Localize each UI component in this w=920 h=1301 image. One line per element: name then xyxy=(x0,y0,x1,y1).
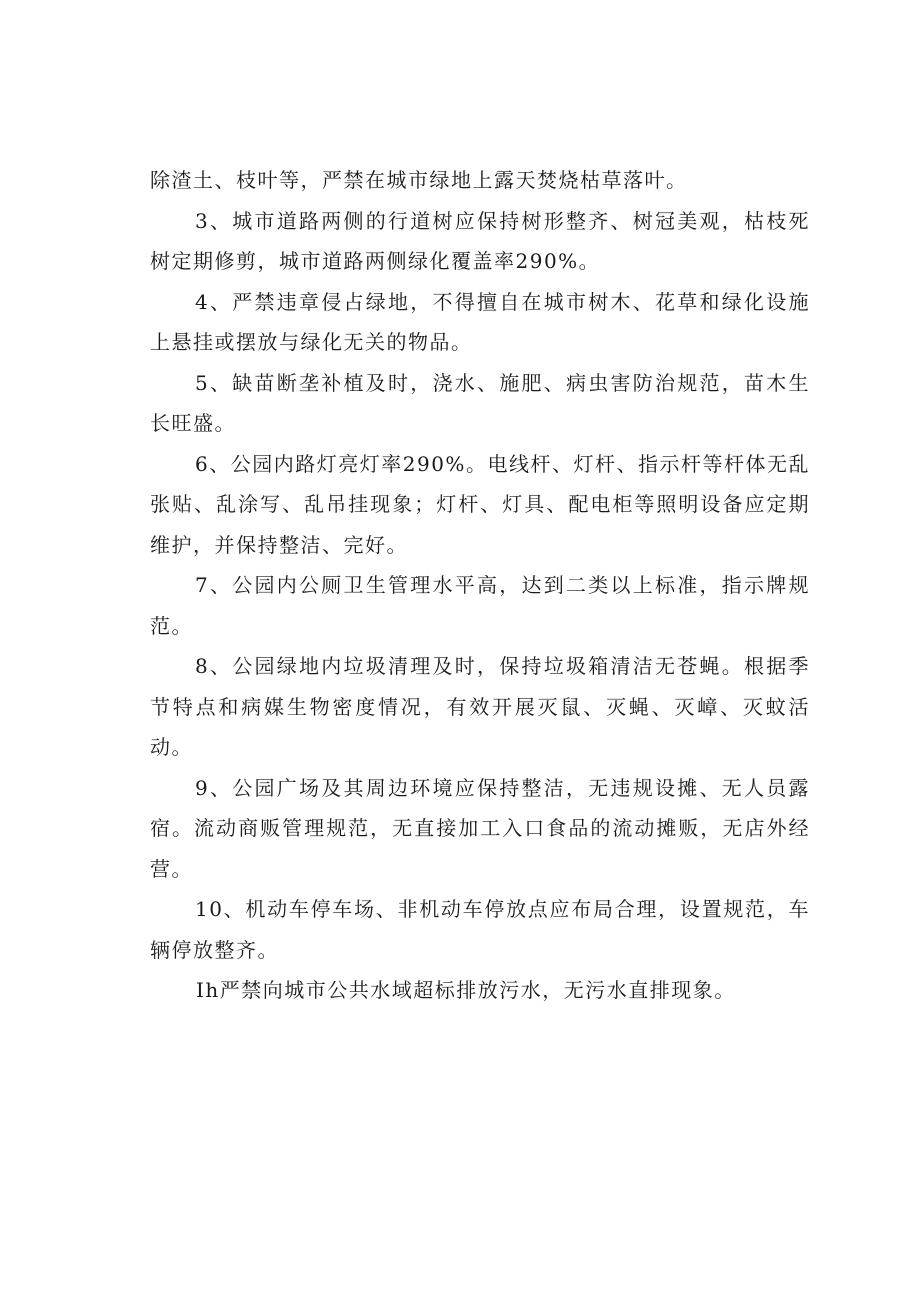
paragraph-item-3: 3、城市道路两侧的行道树应保持树形整齐、树冠美观，枯枝死树定期修剪，城市道路两侧绿化覆盖率290%。 xyxy=(150,208,810,273)
paragraph-continuation: 除渣土、枝叶等，严禁在城市绿地上露天焚烧枯草落叶。 xyxy=(150,168,688,192)
paragraph-item-8: 8、公园绿地内垃圾清理及时，保持垃圾箱清洁无苍蝇。根据季节特点和病媒生物密度情况，有效开展灭鼠、灭蝇、灭嶂、灭蚊活动。 xyxy=(150,654,810,759)
paragraph-item-11: Ih严禁向城市公共水域超标排放污水，无污水直排现象。 xyxy=(196,978,736,1002)
paragraph-item-5: 5、缺苗断垄补植及时，浇水、施肥、病虫害防治规范，苗木生长旺盛。 xyxy=(150,370,810,435)
paragraph-item-7: 7、公园内公厕卫生管理水平高，达到二类以上标准，指示牌规范。 xyxy=(150,573,810,638)
paragraph-item-9: 9、公园广场及其周边环境应保持整洁，无违规设摊、无人员露宿。流动商贩管理规范，无直接加工入口食品的流动摊贩，无店外经营。 xyxy=(150,775,810,881)
paragraph-item-10: 10、机动车停车场、非机动车停放点应布局合理，设置规范，车辆停放整齐。 xyxy=(150,897,810,962)
paragraph-item-4: 4、严禁违章侵占绿地，不得擅自在城市树木、花草和绿化设施上悬挂或摆放与绿化无关的物品。 xyxy=(150,289,810,354)
paragraph-item-6: 6、公园内路灯亮灯率290%。电线杆、灯杆、指示杆等杆体无乱张贴、乱涂写、乱吊挂现象；灯杆、灯具、配电柜等照明设备应定期维护，并保持整洁、完好。 xyxy=(150,451,810,557)
document-body xyxy=(150,160,810,1011)
